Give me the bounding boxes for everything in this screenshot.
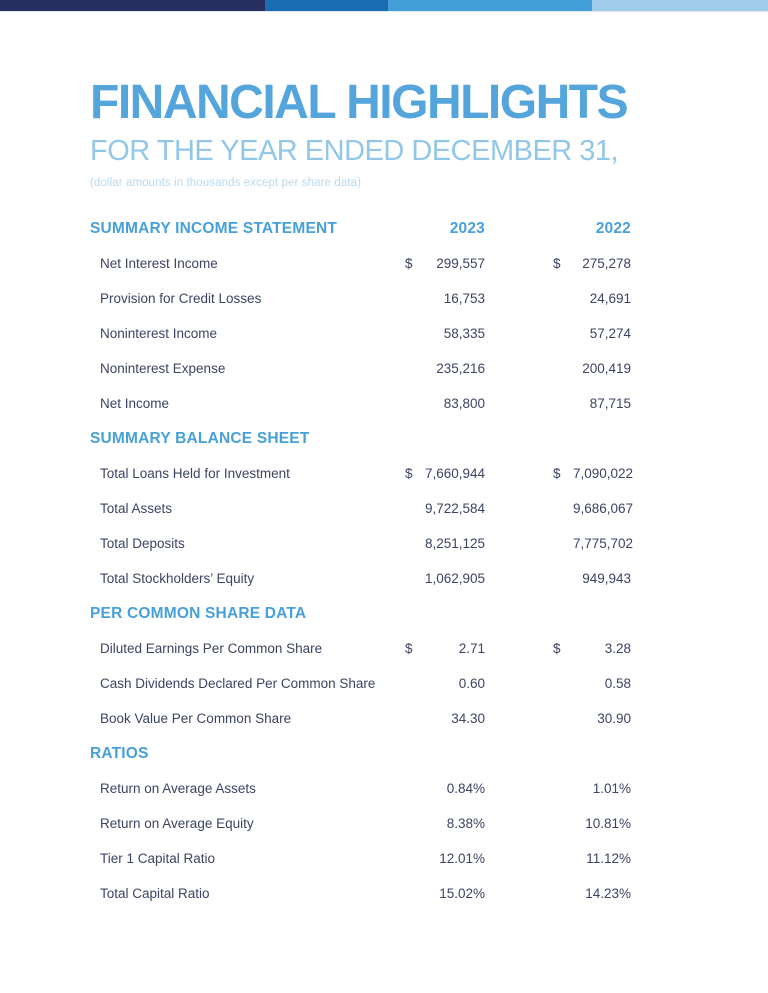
table-row (90, 666, 631, 701)
value-year-2: 275,278 (582, 256, 631, 272)
page-subtitle: FOR THE YEAR ENDED DECEMBER 31, (90, 134, 619, 167)
accent-bar-segment-mid-blue (388, 0, 592, 11)
dollar-sign-year-2: $ (553, 256, 561, 272)
value-year-1: 7,660,944 (425, 466, 486, 482)
value-year-1: 34.30 (451, 711, 485, 727)
table-row (90, 631, 631, 666)
section-heading-row (90, 421, 631, 456)
table-row (90, 351, 631, 386)
accent-bar-segment-light-blue (592, 0, 768, 11)
value-year-1: 83,800 (443, 396, 485, 412)
row-label: Noninterest Income (100, 326, 218, 342)
dollar-sign-year-2: $ (553, 466, 561, 482)
row-label: Total Assets (100, 501, 173, 517)
value-year-2: 7,775,702 (573, 536, 634, 552)
row-label: Net Income (100, 396, 170, 412)
top-accent-bar (0, 0, 768, 11)
value-year-1: 58,335 (443, 326, 485, 342)
page-content (0, 76, 768, 911)
value-year-2: 30.90 (597, 711, 631, 727)
section-heading-row (90, 736, 631, 771)
column-header-year-2: 2022 (595, 219, 631, 237)
row-label: Diluted Earnings Per Common Share (100, 641, 323, 657)
dollar-sign-year-1: $ (405, 256, 413, 272)
value-year-1: 16,753 (443, 291, 485, 307)
section-heading: SUMMARY INCOME STATEMENT (90, 219, 338, 237)
value-year-1: 2.71 (458, 641, 485, 657)
table-row (90, 491, 634, 526)
dollar-sign-year-2: $ (553, 641, 561, 657)
table-row (90, 876, 631, 911)
section-heading: SUMMARY BALANCE SHEET (90, 429, 310, 447)
value-year-1: 8.38% (446, 816, 485, 832)
row-label: Provision for Credit Losses (100, 291, 262, 307)
value-year-2: 0.58 (604, 676, 631, 692)
value-year-1: 0.84% (446, 781, 485, 797)
table-row (90, 701, 631, 736)
table-row (90, 281, 631, 316)
value-year-2: 24,691 (589, 291, 631, 307)
section-heading-row (90, 596, 631, 631)
section-heading: PER COMMON SHARE DATA (90, 604, 307, 622)
table-row (90, 561, 631, 596)
value-year-2: 87,715 (589, 396, 631, 412)
dollar-sign-year-1: $ (405, 466, 413, 482)
dollar-sign-year-1: $ (405, 641, 413, 657)
value-year-2: 1.01% (592, 781, 631, 797)
row-label: Total Loans Held for Investment (100, 466, 290, 482)
value-year-2: 14.23% (585, 886, 631, 902)
value-year-1: 299,557 (436, 256, 485, 272)
table-row (90, 456, 634, 491)
table-row (90, 771, 631, 806)
row-label: Total Capital Ratio (100, 886, 210, 902)
value-year-2: 949,943 (582, 571, 631, 587)
value-year-2: 9,686,067 (573, 501, 634, 517)
value-year-1: 0.60 (458, 676, 485, 692)
row-label: Return on Average Assets (100, 781, 256, 797)
column-header-year-1: 2023 (449, 219, 485, 237)
row-label: Net Interest Income (100, 256, 218, 272)
financial-highlights-table (90, 211, 634, 911)
value-year-1: 8,251,125 (425, 536, 486, 552)
row-label: Noninterest Expense (100, 361, 226, 377)
row-label: Book Value Per Common Share (100, 711, 292, 727)
value-year-2: 11.12% (586, 851, 631, 867)
row-label: Tier 1 Capital Ratio (100, 851, 216, 867)
value-year-1: 9,722,584 (425, 501, 486, 517)
value-year-1: 1,062,905 (425, 571, 486, 587)
accent-bar-segment-blue (265, 0, 388, 11)
value-year-2: 3.28 (604, 641, 631, 657)
value-year-2: 7,090,022 (573, 466, 634, 482)
value-year-1: 12.01% (439, 851, 485, 867)
table-row (90, 526, 634, 561)
value-year-2: 57,274 (589, 326, 631, 342)
table-row (90, 386, 631, 421)
value-year-2: 10.81% (585, 816, 631, 832)
row-label: Total Stockholders’ Equity (100, 571, 255, 587)
value-year-1: 235,216 (436, 361, 485, 377)
value-year-1: 15.02% (439, 886, 485, 902)
accent-bar-segment-navy (0, 0, 265, 11)
units-note: (dollar amounts in thousands except per share data) (90, 177, 362, 190)
table-row (90, 246, 631, 281)
row-label: Cash Dividends Declared Per Common Share (100, 676, 376, 692)
section-heading: RATIOS (90, 744, 149, 762)
table-row (90, 806, 631, 841)
table-row (90, 841, 631, 876)
row-label: Return on Average Equity (100, 816, 254, 832)
value-year-2: 200,419 (582, 361, 631, 377)
section-heading-row (90, 211, 631, 246)
page-title: FINANCIAL HIGHLIGHTS (90, 76, 628, 129)
row-label: Total Deposits (100, 536, 185, 552)
table-row (90, 316, 631, 351)
